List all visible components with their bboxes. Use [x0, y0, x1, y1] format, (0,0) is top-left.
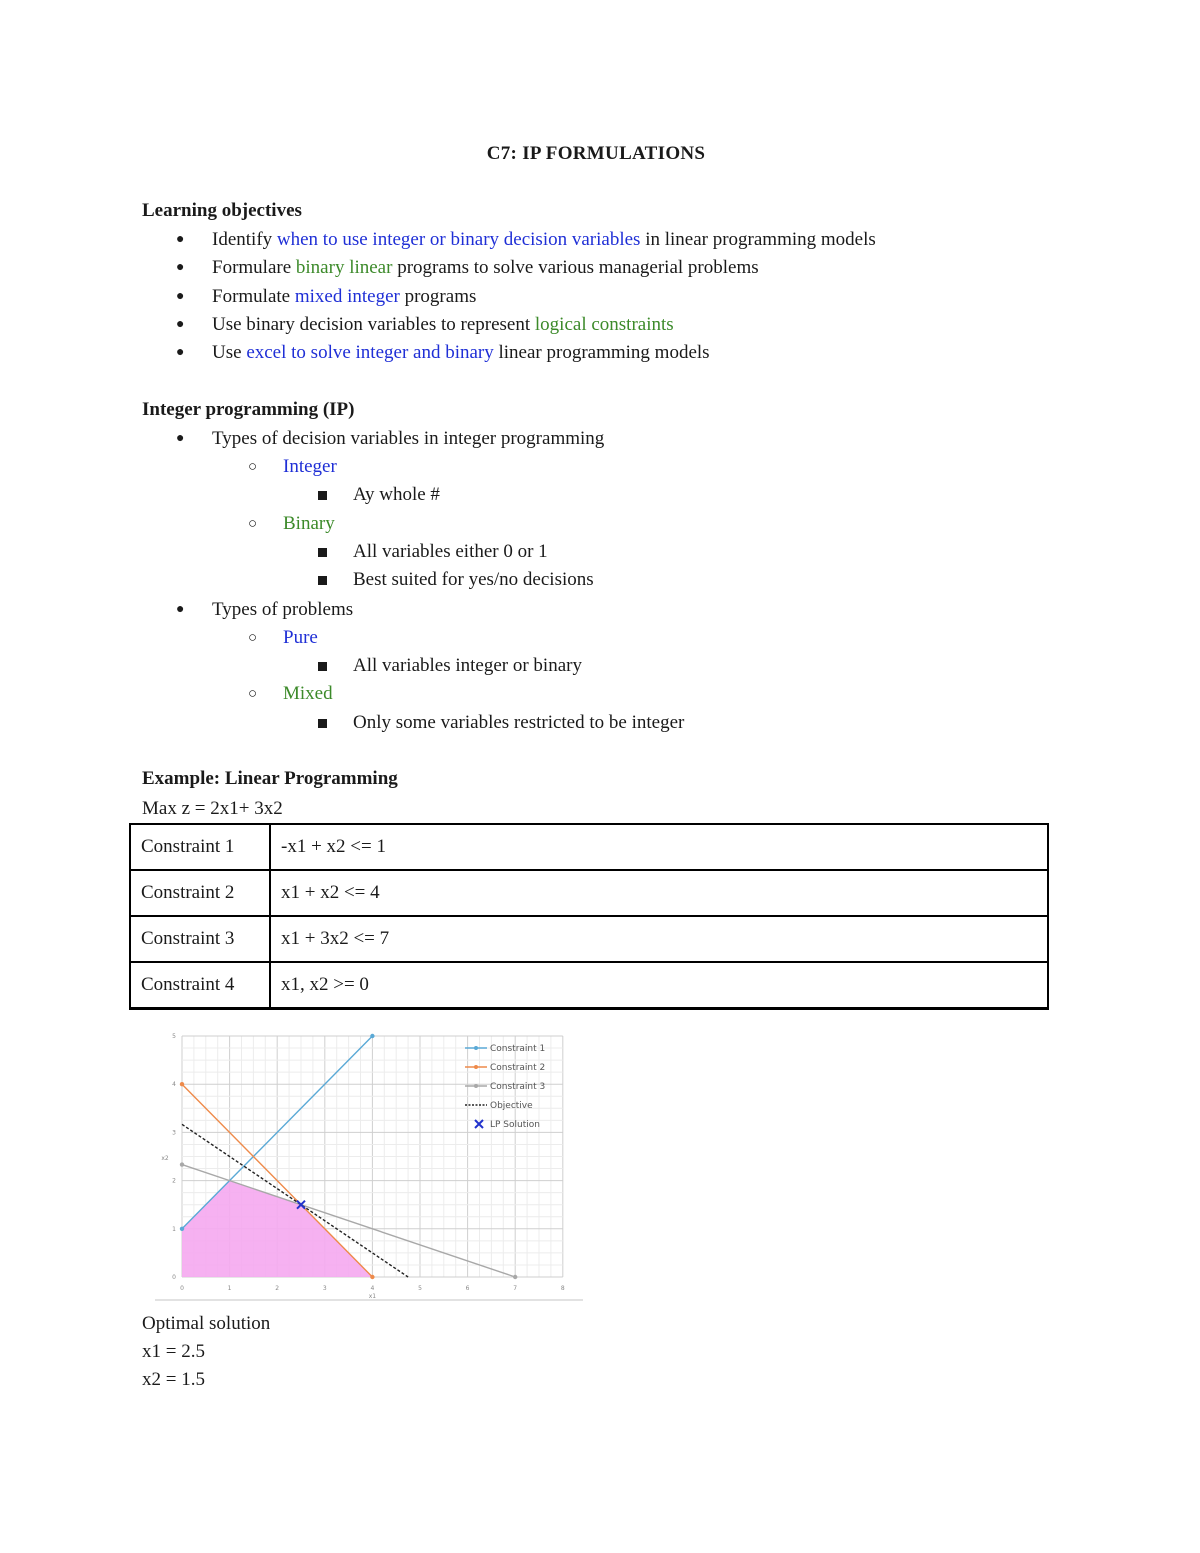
legend-label: Constraint 3 [490, 1082, 546, 1092]
series-point [370, 1034, 374, 1038]
objective-text-segment: binary linear [295, 257, 393, 278]
legend-label: Constraint 1 [490, 1044, 546, 1054]
learning-objectives-heading: Learning objectives [142, 200, 302, 221]
constraint-expr: -x1 + x2 <= 1 [270, 824, 1048, 870]
lp-chart [155, 1022, 583, 1302]
series-point [180, 1227, 184, 1231]
x-tick-label: 7 [513, 1285, 518, 1292]
bullet-icon: ● [176, 289, 185, 304]
page-title: C7: IP FORMULATIONS [486, 143, 706, 164]
constraint-name: Constraint 4 [130, 962, 270, 1009]
x-tick-label: 0 [180, 1285, 184, 1292]
x-tick-label: 5 [418, 1285, 422, 1292]
learning-objective-item [212, 313, 674, 337]
y-tick-label: 2 [172, 1177, 176, 1185]
constraint-name: Constraint 3 [130, 916, 270, 962]
objective-text-segment: Formulate [212, 286, 295, 307]
x-tick-label: 8 [560, 1285, 565, 1292]
series-point [180, 1162, 184, 1166]
x-tick-label: 1 [227, 1285, 232, 1292]
constraint-expr: x1, x2 >= 0 [270, 962, 1048, 1009]
ip-heading: Integer programming (IP) [142, 399, 355, 420]
binary-desc-2: Best suited for yes/no decisions [353, 569, 594, 590]
objective-text-segment: in linear programming models [640, 229, 876, 250]
objective-text-segment: Formulare [212, 257, 296, 278]
pure-label: Pure [283, 627, 318, 648]
circle-bullet-icon: ○ [248, 516, 258, 532]
objective-text-segment: programs to solve various managerial problems [392, 257, 759, 278]
legend-point [474, 1046, 478, 1050]
circle-bullet-icon: ○ [248, 630, 258, 646]
constraints-table [129, 823, 1049, 1010]
square-bullet-icon [318, 548, 327, 557]
bullet-icon: ● [176, 345, 185, 360]
legend-point [474, 1084, 478, 1088]
series-point [370, 1275, 374, 1279]
types-of-problems: Types of problems [212, 599, 354, 620]
y-tick-label: 0 [172, 1274, 176, 1281]
mixed-label: Mixed [283, 683, 333, 704]
series-point [513, 1275, 517, 1279]
x1-value: x1 = 2.5 [142, 1341, 205, 1362]
x-tick-label: 2 [275, 1285, 280, 1292]
objective-text-segment: Use [212, 342, 247, 363]
optimal-solution-label: Optimal solution [142, 1313, 271, 1334]
mixed-desc: Only some variables restricted to be integer [353, 712, 685, 733]
y-tick-label: 4 [172, 1081, 176, 1089]
bullet-icon: ● [176, 602, 185, 617]
objective-text-segment: Use binary decision variables to represent [212, 314, 535, 335]
series-point [180, 1082, 184, 1086]
constraint-expr: x1 + 3x2 <= 7 [270, 916, 1048, 962]
square-bullet-icon [318, 719, 327, 728]
legend-label: Objective [490, 1101, 533, 1111]
x-tick-label: 6 [465, 1285, 470, 1292]
y-tick-label: 3 [172, 1129, 176, 1137]
y-tick-label: 5 [172, 1033, 176, 1040]
bullet-icon: ● [176, 431, 185, 446]
learning-objective-item [212, 228, 876, 252]
objective-text-segment: excel to solve integer and binary [246, 342, 494, 363]
square-bullet-icon [318, 662, 327, 671]
y-tick-label: 1 [172, 1225, 176, 1233]
circle-bullet-icon: ○ [248, 686, 258, 702]
circle-bullet-icon: ○ [248, 459, 258, 475]
objective-text-segment: logical constraints [534, 314, 674, 335]
square-bullet-icon [318, 491, 327, 500]
learning-objective-item [212, 285, 476, 309]
pure-desc: All variables integer or binary [353, 655, 582, 676]
x2-value: x2 = 1.5 [142, 1369, 205, 1390]
integer-desc: Ay whole # [353, 484, 440, 505]
table-row [130, 824, 1048, 870]
legend-label: LP Solution [490, 1120, 540, 1130]
objective-text-segment: Identify [212, 229, 277, 250]
table-row [130, 916, 1048, 962]
bullet-icon: ● [176, 317, 185, 332]
legend-label: Constraint 2 [490, 1063, 546, 1073]
x-tick-label: 3 [322, 1285, 327, 1292]
table-row [130, 962, 1048, 1009]
constraint-expr: x1 + x2 <= 4 [270, 870, 1048, 916]
y-axis-label: x2 [161, 1155, 169, 1162]
bullet-icon: ● [176, 232, 185, 247]
objective-text-segment: when to use integer or binary decision variables [276, 229, 641, 250]
x-axis-label: x1 [368, 1293, 377, 1300]
constraint-name: Constraint 1 [130, 824, 270, 870]
table-row [130, 870, 1048, 916]
types-of-variables: Types of decision variables in integer programming [212, 428, 605, 449]
legend-point [474, 1065, 478, 1069]
binary-label: Binary [283, 513, 335, 534]
objective-text-segment: mixed integer [294, 286, 400, 307]
binary-desc-1: All variables either 0 or 1 [353, 541, 548, 562]
square-bullet-icon [318, 576, 327, 585]
constraint-name: Constraint 2 [130, 870, 270, 916]
x-tick-label: 4 [370, 1285, 375, 1292]
bullet-icon: ● [176, 260, 185, 275]
learning-objective-item [212, 256, 759, 280]
objective-function: Max z = 2x1+ 3x2 [142, 798, 283, 819]
objective-text-segment: linear programming models [493, 342, 710, 363]
example-heading: Example: Linear Programming [142, 768, 398, 789]
integer-label: Integer [283, 456, 337, 477]
objective-text-segment: programs [399, 286, 477, 307]
learning-objective-item [212, 341, 710, 365]
